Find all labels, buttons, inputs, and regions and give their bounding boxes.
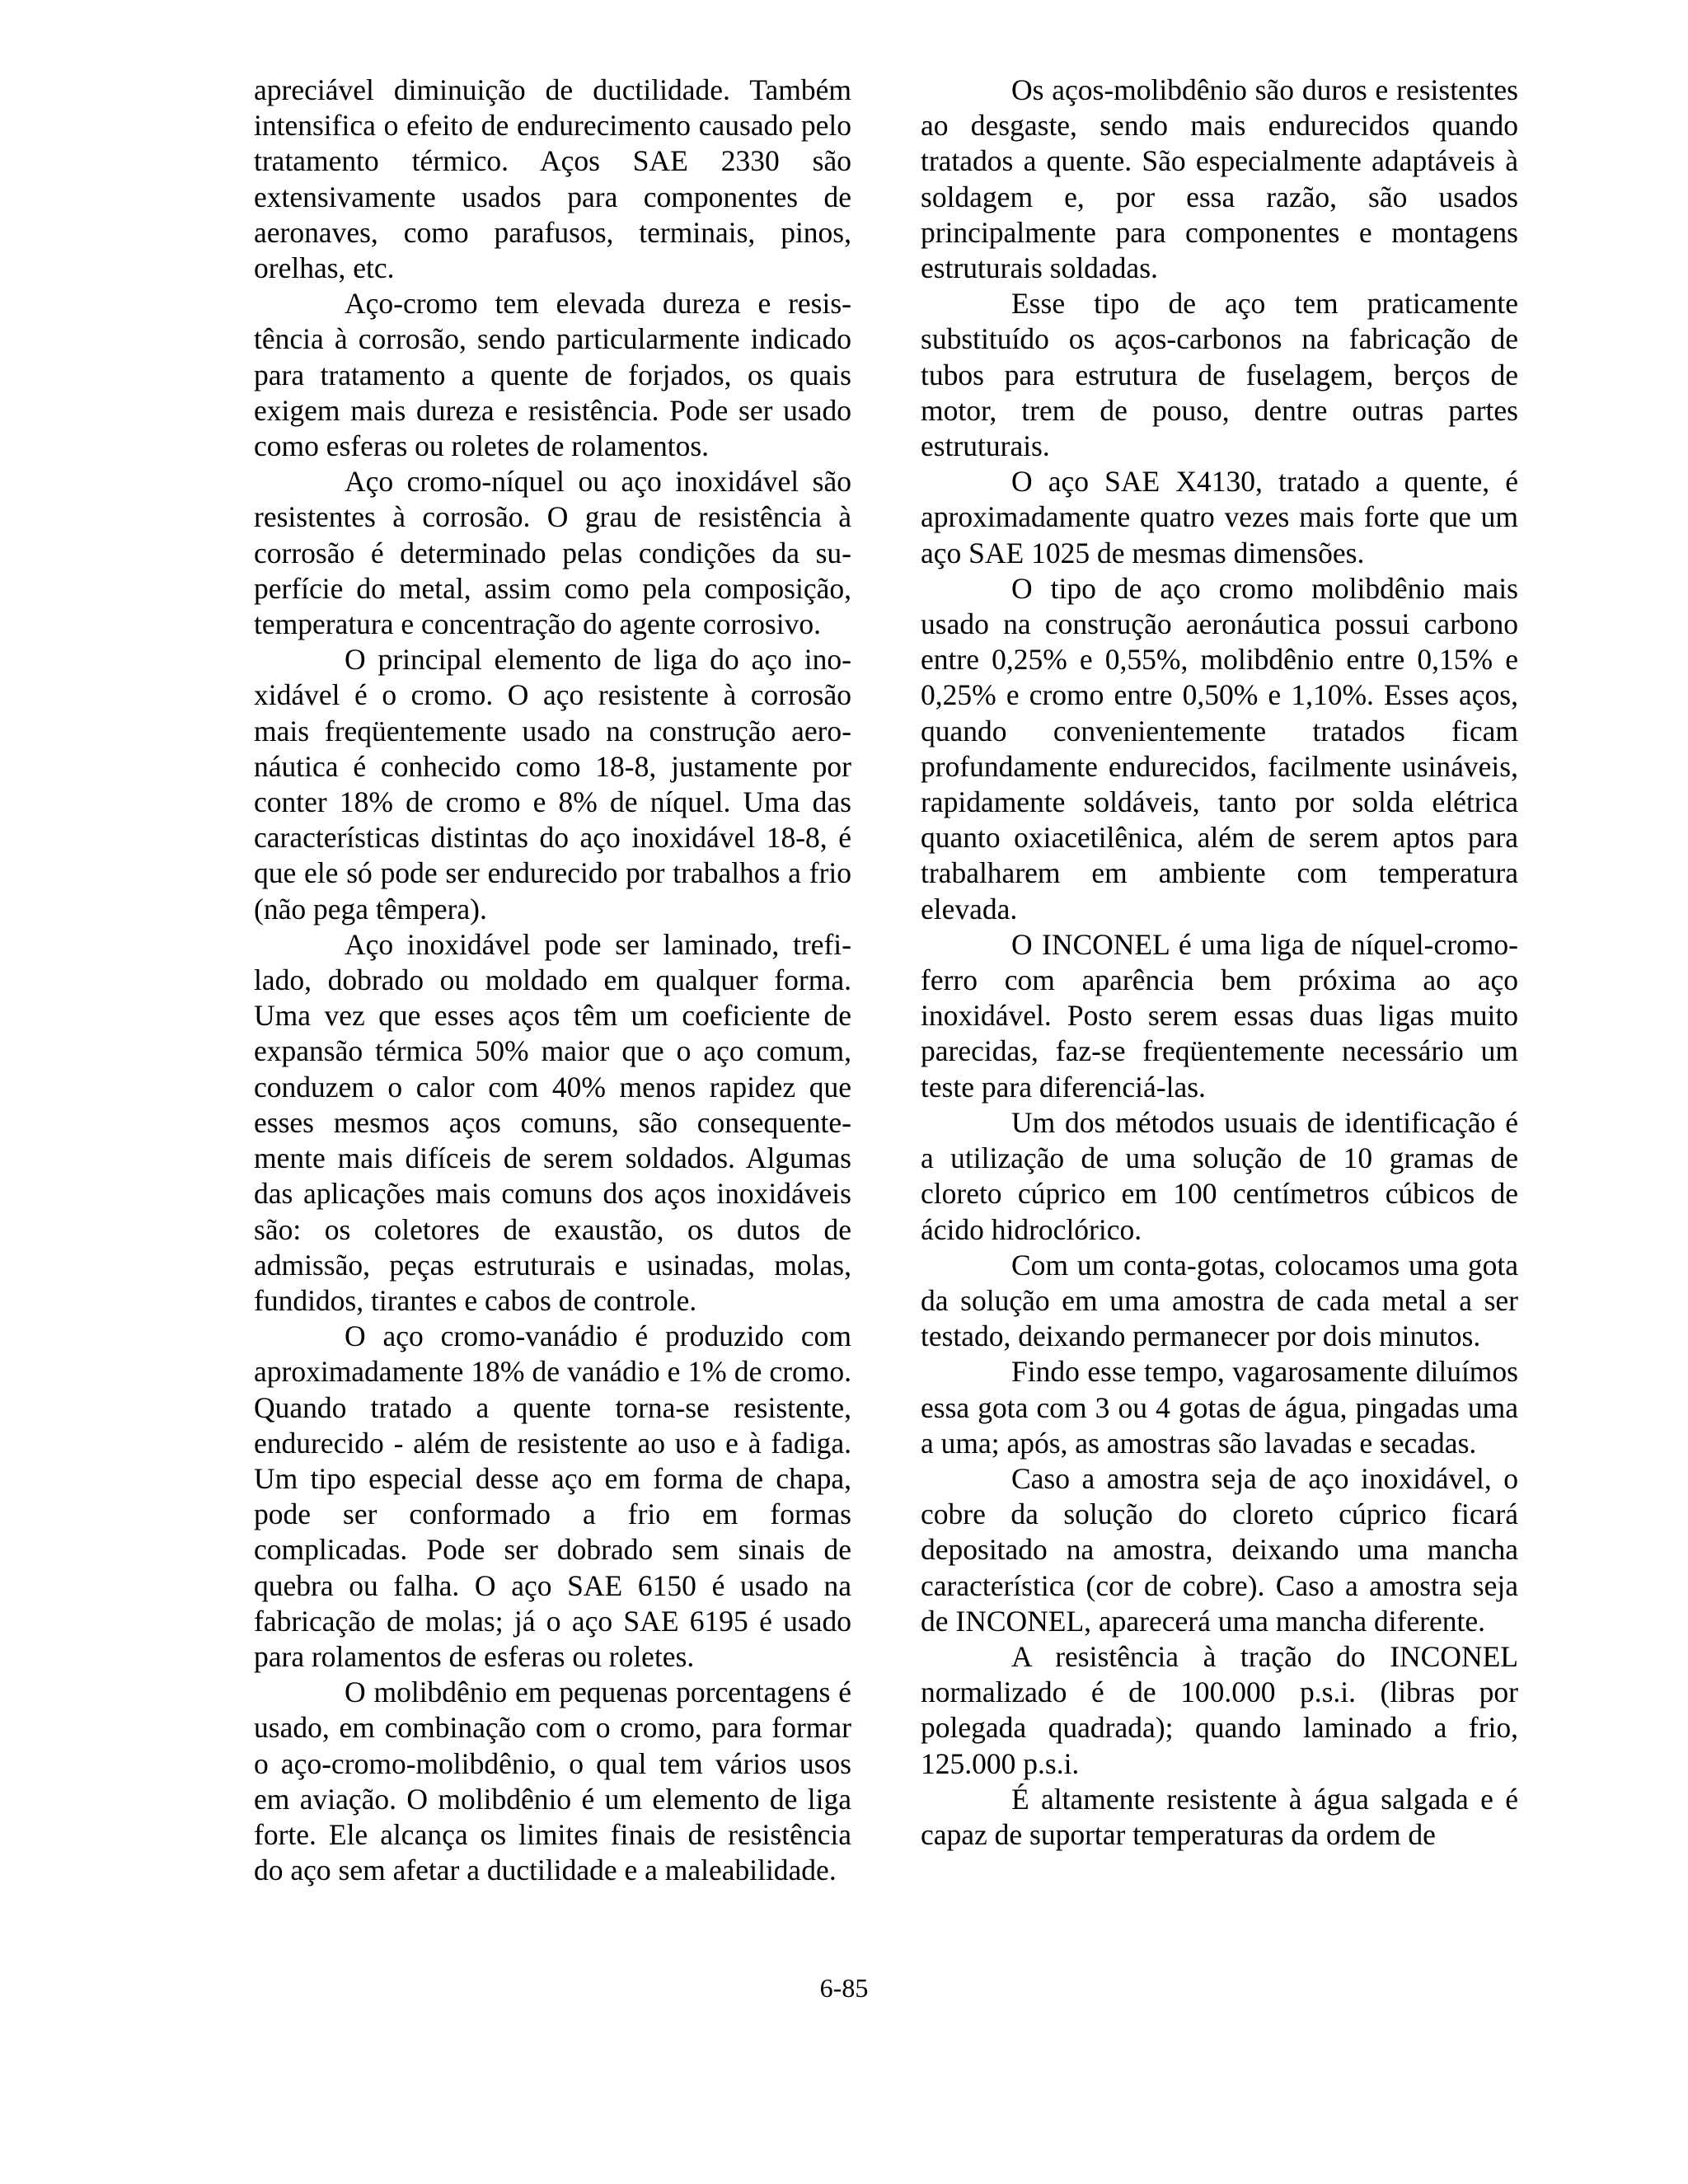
- paragraph: apreciável diminuição de ductilidade. Também intensifica o efeito de endurecimento causado pelo tratamento térmico. Aços SAE 2330 são extensivamente usados para componentes de aeronaves, como parafusos, terminais, pinos, orelhas, etc.: [254, 73, 851, 285]
- paragraph: Caso a amostra seja de aço inoxidável, o cobre da solução do cloreto cúprico ficará depositado na amostra, deixando uma mancha característica (cor de cobre). Caso a amostra seja de INCONEL, aparecerá uma mancha diferente.: [921, 1461, 1518, 1638]
- left-text-column: [254, 73, 851, 1888]
- paragraph: Aço cromo-níquel ou aço inoxidável são resistentes à corrosão. O grau de resistência à corrosão é determinado pelas condições da superfície do metal, assim como pela composição, temperatura e concentração do agente corrosivo.: [254, 465, 851, 641]
- paragraph: Esse tipo de aço tem praticamente substituído os aços-carbonos na fabricação de tubos para estrutura de fuselagem, berços de motor, trem de pouso, dentre outras partes estruturais.: [921, 287, 1518, 463]
- paragraph: O INCONEL é uma liga de níquel-cromo-ferro com aparência bem próxima ao aço inoxidável. Posto serem essas duas ligas muito parecidas, faz-se freqüentemente necessário um teste para diferenciá-las.: [921, 927, 1518, 1104]
- paragraph: Findo esse tempo, vagarosamente diluímos essa gota com 3 ou 4 gotas de água, pingadas uma a uma; após, as amostras são lavadas e secadas.: [921, 1355, 1518, 1460]
- paragraph: É altamente resistente à água salgada e é capaz de suportar temperaturas da ordem de: [921, 1782, 1518, 1851]
- paragraph: O tipo de aço cromo molibdênio mais usado na construção aeronáutica possui carbono entre 0,25% e 0,55%, molibdênio entre 0,15% e 0,25% e cromo entre 0,50% e 1,10%. Esses aços, quando convenientemente tratados ficam profundamente endurecidos, facilmente usináveis, rapidamente soldáveis, tanto por solda elétrica quanto oxiacetilênica, além de serem aptos para trabalharem em ambiente com temperatura elevada.: [921, 571, 1518, 926]
- paragraph: O aço cromo-vanádio é produzido com aproximadamente 18% de vanádio e 1% de cromo. Quando tratado a quente torna-se resistente, endurecido - além de resistente ao uso e à fadiga. Um tipo especial desse aço em forma de chapa, pode ser conformado a frio em formas complicadas. Pode ser dobrado sem sinais de quebra ou falha. O aço SAE 6150 é usado na fabricação de molas; já o aço SAE 6195 é usado para rolamentos de esferas ou roletes.: [254, 1319, 851, 1673]
- right-text-column: [921, 73, 1518, 1853]
- page-number: 6-85: [819, 1973, 869, 2003]
- paragraph: O aço SAE X4130, tratado a quente, é aproximadamente quatro vezes mais forte que um aço SAE 1025 de mesmas dimensões.: [921, 465, 1518, 569]
- paragraph: A resistência à tração do INCONEL normalizado é de 100.000 p.s.i. (libras por polegada quadrada); quando laminado a frio, 125.000 p.s.i.: [921, 1639, 1518, 1780]
- paragraph: Com um conta-gotas, colocamos uma gota da solução em uma amostra de cada metal a ser testado, deixando permanecer por dois minutos.: [921, 1248, 1518, 1353]
- paragraph: Um dos métodos usuais de identificação é a utilização de uma solução de 10 gramas de cloreto cúprico em 100 centímetros cúbicos de ácido hidroclórico.: [921, 1105, 1518, 1246]
- paragraph: O principal elemento de liga do aço inoxidável é o cromo. O aço resistente à corrosão mais freqüentemente usado na construção aeronáutica é conhecido como 18-8, justamente por conter 18% de cromo e 8% de níquel. Uma das características distintas do aço inoxidável 18-8, é que ele só pode ser endurecido por trabalhos a frio (não pega têmpera).: [254, 643, 851, 926]
- paragraph: Os aços-molibdênio são duros e resistentes ao desgaste, sendo mais endurecidos quando tratados a quente. São especialmente adaptáveis à soldagem e, por essa razão, são usados principalmente para componentes e montagens estruturais soldadas.: [921, 73, 1518, 285]
- paragraph: Aço inoxidável pode ser laminado, trefilado, dobrado ou moldado em qualquer forma. Uma vez que esses aços têm um coeficiente de expansão térmica 50% maior que o aço comum, conduzem o calor com 40% menos rapidez que esses mesmos aços comuns, são consequentemente mais difíceis de serem soldados. Algumas das aplicações mais comuns dos aços inoxidáveis são: os coletores de exaustão, os dutos de admissão, peças estruturais e usinadas, molas, fundidos, tirantes e cabos de controle.: [254, 927, 851, 1317]
- paragraph: O molibdênio em pequenas porcentagens é usado, em combinação com o cromo, para formar o aço-cromo-molibdênio, o qual tem vários usos em aviação. O molibdênio é um elemento de liga forte. Ele alcança os limites finais de resistência do aço sem afetar a ductilidade e a maleabilidade.: [254, 1675, 851, 1887]
- paragraph: Aço-cromo tem elevada dureza e resistência à corrosão, sendo particularmente indicado para tratamento a quente de forjados, os quais exigem mais dureza e resistência. Pode ser usado como esferas ou roletes de rolamentos.: [254, 287, 851, 463]
